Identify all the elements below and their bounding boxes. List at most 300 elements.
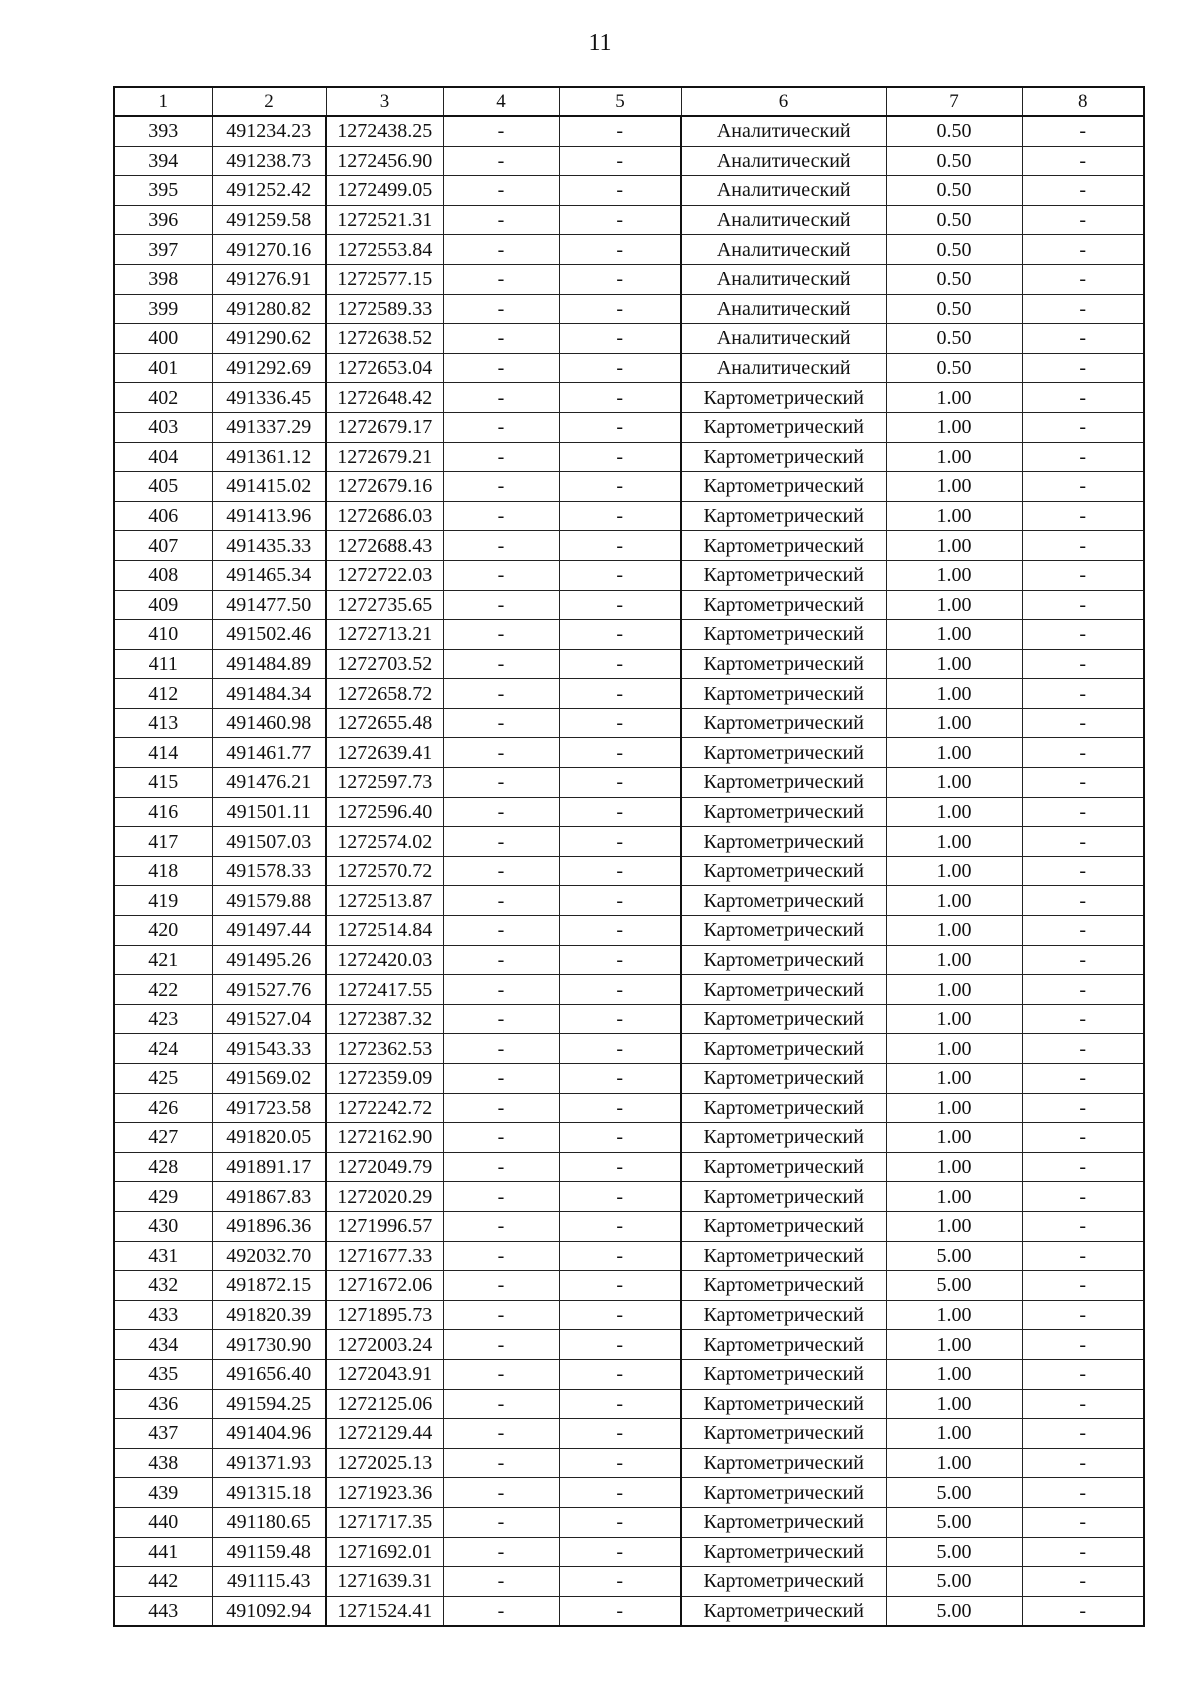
col8-cell: - [1022,1478,1144,1508]
col4-cell: - [443,886,559,916]
y-coordinate-cell: 1271895.73 [326,1300,443,1330]
col5-cell: - [559,1064,681,1094]
accuracy-cell: 1.00 [886,1330,1022,1360]
x-coordinate-cell: 491234.23 [212,116,326,146]
method-cell: Аналитический [681,324,886,354]
col4-cell: - [443,560,559,590]
y-coordinate-cell: 1271717.35 [326,1507,443,1537]
table-row [114,827,1144,857]
x-coordinate-cell: 491280.82 [212,294,326,324]
table-row [114,324,1144,354]
accuracy-cell: 1.00 [886,1389,1022,1419]
col4-cell: - [443,590,559,620]
x-coordinate-cell: 491252.42 [212,176,326,206]
method-cell: Картометрический [681,1537,886,1567]
point-number-cell: 426 [114,1093,212,1123]
method-cell: Картометрический [681,738,886,768]
point-number-cell: 418 [114,856,212,886]
col5-cell: - [559,620,681,650]
method-cell: Картометрический [681,1152,886,1182]
point-number-cell: 428 [114,1152,212,1182]
table-row [114,1478,1144,1508]
col8-cell: - [1022,383,1144,413]
y-coordinate-cell: 1272735.65 [326,590,443,620]
x-coordinate-cell: 491896.36 [212,1211,326,1241]
x-coordinate-cell: 491180.65 [212,1507,326,1537]
table-row [114,856,1144,886]
x-coordinate-cell: 491723.58 [212,1093,326,1123]
method-cell: Картометрический [681,708,886,738]
point-number-cell: 411 [114,649,212,679]
col5-cell: - [559,649,681,679]
method-cell: Картометрический [681,649,886,679]
col5-cell: - [559,412,681,442]
col4-cell: - [443,738,559,768]
y-coordinate-cell: 1272596.40 [326,797,443,827]
point-number-cell: 442 [114,1567,212,1597]
col4-cell: - [443,324,559,354]
col8-cell: - [1022,649,1144,679]
col4-cell: - [443,1123,559,1153]
col8-cell: - [1022,353,1144,383]
accuracy-cell: 5.00 [886,1507,1022,1537]
method-cell: Картометрический [681,827,886,857]
col4-cell: - [443,1507,559,1537]
table-row [114,472,1144,502]
y-coordinate-cell: 1272679.16 [326,472,443,502]
col4-cell: - [443,708,559,738]
method-cell: Картометрический [681,1241,886,1271]
col4-cell: - [443,205,559,235]
col5-cell: - [559,1300,681,1330]
y-coordinate-cell: 1272639.41 [326,738,443,768]
method-cell: Картометрический [681,1567,886,1597]
point-number-cell: 436 [114,1389,212,1419]
x-coordinate-cell: 491315.18 [212,1478,326,1508]
accuracy-cell: 1.00 [886,975,1022,1005]
col8-cell: - [1022,1241,1144,1271]
col8-cell: - [1022,235,1144,265]
col8-cell: - [1022,264,1144,294]
col5-cell: - [559,146,681,176]
x-coordinate-cell: 491872.15 [212,1271,326,1301]
col5-cell: - [559,827,681,857]
accuracy-cell: 1.00 [886,827,1022,857]
y-coordinate-cell: 1272679.17 [326,412,443,442]
x-coordinate-cell: 491594.25 [212,1389,326,1419]
col4-cell: - [443,856,559,886]
y-coordinate-cell: 1272514.84 [326,916,443,946]
col4-cell: - [443,1359,559,1389]
table-row [114,1507,1144,1537]
method-cell: Аналитический [681,176,886,206]
point-number-cell: 394 [114,146,212,176]
col5-cell: - [559,975,681,1005]
method-cell: Картометрический [681,1419,886,1449]
point-number-cell: 409 [114,590,212,620]
method-cell: Картометрический [681,975,886,1005]
col5-cell: - [559,1419,681,1449]
accuracy-cell: 5.00 [886,1567,1022,1597]
col5-cell: - [559,1478,681,1508]
col5-cell: - [559,856,681,886]
table-row [114,1123,1144,1153]
method-cell: Картометрический [681,886,886,916]
point-number-cell: 416 [114,797,212,827]
table-row [114,176,1144,206]
table-row [114,1389,1144,1419]
x-coordinate-cell: 491579.88 [212,886,326,916]
y-coordinate-cell: 1272597.73 [326,768,443,798]
column-header: 3 [326,87,443,116]
point-number-cell: 414 [114,738,212,768]
method-cell: Картометрический [681,768,886,798]
accuracy-cell: 5.00 [886,1596,1022,1626]
col5-cell: - [559,738,681,768]
method-cell: Аналитический [681,353,886,383]
col4-cell: - [443,353,559,383]
col5-cell: - [559,176,681,206]
col5-cell: - [559,886,681,916]
accuracy-cell: 1.00 [886,1123,1022,1153]
table-row [114,294,1144,324]
accuracy-cell: 1.00 [886,412,1022,442]
point-number-cell: 429 [114,1182,212,1212]
accuracy-cell: 1.00 [886,738,1022,768]
col5-cell: - [559,501,681,531]
col4-cell: - [443,264,559,294]
x-coordinate-cell: 491259.58 [212,205,326,235]
method-cell: Картометрический [681,1359,886,1389]
y-coordinate-cell: 1271524.41 [326,1596,443,1626]
point-number-cell: 400 [114,324,212,354]
table-row [114,146,1144,176]
col4-cell: - [443,1596,559,1626]
point-number-cell: 412 [114,679,212,709]
col5-cell: - [559,1596,681,1626]
table-row [114,945,1144,975]
col4-cell: - [443,1389,559,1419]
table-row [114,383,1144,413]
method-cell: Картометрический [681,1478,886,1508]
col4-cell: - [443,412,559,442]
method-cell: Картометрический [681,1448,886,1478]
x-coordinate-cell: 491867.83 [212,1182,326,1212]
accuracy-cell: 1.00 [886,916,1022,946]
x-coordinate-cell: 491276.91 [212,264,326,294]
accuracy-cell: 1.00 [886,856,1022,886]
col8-cell: - [1022,1182,1144,1212]
point-number-cell: 431 [114,1241,212,1271]
col4-cell: - [443,383,559,413]
col8-cell: - [1022,1537,1144,1567]
x-coordinate-cell: 491527.04 [212,1004,326,1034]
col8-cell: - [1022,501,1144,531]
column-header: 8 [1022,87,1144,116]
table-row [114,916,1144,946]
x-coordinate-cell: 491159.48 [212,1537,326,1567]
accuracy-cell: 0.50 [886,116,1022,146]
accuracy-cell: 1.00 [886,472,1022,502]
table-row [114,264,1144,294]
col4-cell: - [443,1448,559,1478]
col4-cell: - [443,294,559,324]
col4-cell: - [443,1152,559,1182]
point-number-cell: 405 [114,472,212,502]
method-cell: Картометрический [681,1093,886,1123]
x-coordinate-cell: 491507.03 [212,827,326,857]
y-coordinate-cell: 1272049.79 [326,1152,443,1182]
x-coordinate-cell: 491461.77 [212,738,326,768]
col4-cell: - [443,472,559,502]
x-coordinate-cell: 491290.62 [212,324,326,354]
col4-cell: - [443,235,559,265]
point-number-cell: 427 [114,1123,212,1153]
table-row [114,116,1144,146]
method-cell: Картометрический [681,1300,886,1330]
method-cell: Картометрический [681,1211,886,1241]
col5-cell: - [559,1152,681,1182]
y-coordinate-cell: 1271672.06 [326,1271,443,1301]
table-row [114,1596,1144,1626]
accuracy-cell: 5.00 [886,1271,1022,1301]
point-number-cell: 397 [114,235,212,265]
accuracy-cell: 1.00 [886,1300,1022,1330]
y-coordinate-cell: 1272648.42 [326,383,443,413]
x-coordinate-cell: 491501.11 [212,797,326,827]
point-number-cell: 438 [114,1448,212,1478]
accuracy-cell: 0.50 [886,324,1022,354]
x-coordinate-cell: 491527.76 [212,975,326,1005]
x-coordinate-cell: 491337.29 [212,412,326,442]
col4-cell: - [443,649,559,679]
y-coordinate-cell: 1272125.06 [326,1389,443,1419]
y-coordinate-cell: 1272025.13 [326,1448,443,1478]
point-number-cell: 423 [114,1004,212,1034]
col8-cell: - [1022,1093,1144,1123]
point-number-cell: 396 [114,205,212,235]
col5-cell: - [559,916,681,946]
col5-cell: - [559,1211,681,1241]
x-coordinate-cell: 491578.33 [212,856,326,886]
table-row [114,1448,1144,1478]
method-cell: Картометрический [681,620,886,650]
column-header: 7 [886,87,1022,116]
x-coordinate-cell: 491092.94 [212,1596,326,1626]
col8-cell: - [1022,1004,1144,1034]
col8-cell: - [1022,1211,1144,1241]
table-row [114,768,1144,798]
accuracy-cell: 1.00 [886,383,1022,413]
method-cell: Картометрический [681,1064,886,1094]
y-coordinate-cell: 1272362.53 [326,1034,443,1064]
col4-cell: - [443,176,559,206]
accuracy-cell: 1.00 [886,1211,1022,1241]
method-cell: Аналитический [681,205,886,235]
col8-cell: - [1022,1330,1144,1360]
col8-cell: - [1022,412,1144,442]
accuracy-cell: 0.50 [886,205,1022,235]
x-coordinate-cell: 491656.40 [212,1359,326,1389]
table-row [114,975,1144,1005]
col8-cell: - [1022,768,1144,798]
point-number-cell: 430 [114,1211,212,1241]
col4-cell: - [443,1241,559,1271]
y-coordinate-cell: 1272589.33 [326,294,443,324]
column-header: 2 [212,87,326,116]
accuracy-cell: 1.00 [886,442,1022,472]
method-cell: Аналитический [681,294,886,324]
table-row [114,1271,1144,1301]
accuracy-cell: 1.00 [886,1182,1022,1212]
table-row [114,1419,1144,1449]
point-number-cell: 424 [114,1034,212,1064]
column-header: 4 [443,87,559,116]
point-number-cell: 408 [114,560,212,590]
col5-cell: - [559,1389,681,1419]
y-coordinate-cell: 1272162.90 [326,1123,443,1153]
col5-cell: - [559,590,681,620]
col8-cell: - [1022,294,1144,324]
table-row [114,620,1144,650]
col5-cell: - [559,324,681,354]
x-coordinate-cell: 491484.89 [212,649,326,679]
col8-cell: - [1022,797,1144,827]
col5-cell: - [559,1330,681,1360]
col5-cell: - [559,1034,681,1064]
point-number-cell: 439 [114,1478,212,1508]
col4-cell: - [443,1567,559,1597]
table-row [114,1359,1144,1389]
point-number-cell: 403 [114,412,212,442]
point-number-cell: 413 [114,708,212,738]
col8-cell: - [1022,1300,1144,1330]
point-number-cell: 406 [114,501,212,531]
col4-cell: - [443,1330,559,1360]
coordinates-table [113,86,1145,1627]
accuracy-cell: 1.00 [886,560,1022,590]
y-coordinate-cell: 1272703.52 [326,649,443,679]
table-row [114,1300,1144,1330]
table-row [114,1330,1144,1360]
y-coordinate-cell: 1272679.21 [326,442,443,472]
col8-cell: - [1022,590,1144,620]
point-number-cell: 422 [114,975,212,1005]
col5-cell: - [559,1271,681,1301]
accuracy-cell: 1.00 [886,590,1022,620]
y-coordinate-cell: 1272020.29 [326,1182,443,1212]
col5-cell: - [559,383,681,413]
method-cell: Аналитический [681,235,886,265]
accuracy-cell: 0.50 [886,294,1022,324]
point-number-cell: 395 [114,176,212,206]
y-coordinate-cell: 1272574.02 [326,827,443,857]
point-number-cell: 440 [114,1507,212,1537]
col8-cell: - [1022,708,1144,738]
col5-cell: - [559,1567,681,1597]
accuracy-cell: 5.00 [886,1478,1022,1508]
col8-cell: - [1022,1271,1144,1301]
col8-cell: - [1022,1596,1144,1626]
y-coordinate-cell: 1271692.01 [326,1537,443,1567]
x-coordinate-cell: 491415.02 [212,472,326,502]
col4-cell: - [443,146,559,176]
x-coordinate-cell: 491371.93 [212,1448,326,1478]
accuracy-cell: 1.00 [886,620,1022,650]
point-number-cell: 425 [114,1064,212,1094]
y-coordinate-cell: 1271923.36 [326,1478,443,1508]
table-body [114,116,1144,1626]
col8-cell: - [1022,472,1144,502]
col8-cell: - [1022,324,1144,354]
col8-cell: - [1022,560,1144,590]
y-coordinate-cell: 1272417.55 [326,975,443,1005]
x-coordinate-cell: 491476.21 [212,768,326,798]
y-coordinate-cell: 1272553.84 [326,235,443,265]
point-number-cell: 420 [114,916,212,946]
point-number-cell: 407 [114,531,212,561]
col5-cell: - [559,472,681,502]
table-row [114,708,1144,738]
x-coordinate-cell: 491270.16 [212,235,326,265]
col8-cell: - [1022,827,1144,857]
col4-cell: - [443,1300,559,1330]
col4-cell: - [443,768,559,798]
table-header-row [114,87,1144,116]
col5-cell: - [559,531,681,561]
table-row [114,1241,1144,1271]
y-coordinate-cell: 1272456.90 [326,146,443,176]
table-row [114,1093,1144,1123]
col5-cell: - [559,560,681,590]
accuracy-cell: 1.00 [886,1064,1022,1094]
column-header: 6 [681,87,886,116]
col4-cell: - [443,1034,559,1064]
col4-cell: - [443,1211,559,1241]
accuracy-cell: 5.00 [886,1537,1022,1567]
accuracy-cell: 0.50 [886,264,1022,294]
y-coordinate-cell: 1272521.31 [326,205,443,235]
col8-cell: - [1022,1064,1144,1094]
point-number-cell: 421 [114,945,212,975]
col5-cell: - [559,708,681,738]
table-row [114,442,1144,472]
col5-cell: - [559,797,681,827]
x-coordinate-cell: 491484.34 [212,679,326,709]
point-number-cell: 434 [114,1330,212,1360]
col8-cell: - [1022,1419,1144,1449]
point-number-cell: 433 [114,1300,212,1330]
col4-cell: - [443,442,559,472]
col8-cell: - [1022,146,1144,176]
page-number: 11 [588,30,612,56]
y-coordinate-cell: 1272653.04 [326,353,443,383]
col5-cell: - [559,1004,681,1034]
table-row [114,738,1144,768]
col5-cell: - [559,768,681,798]
col4-cell: - [443,116,559,146]
method-cell: Картометрический [681,531,886,561]
x-coordinate-cell: 492032.70 [212,1241,326,1271]
point-number-cell: 404 [114,442,212,472]
col8-cell: - [1022,1359,1144,1389]
accuracy-cell: 5.00 [886,1241,1022,1271]
col4-cell: - [443,1271,559,1301]
y-coordinate-cell: 1272655.48 [326,708,443,738]
method-cell: Аналитический [681,264,886,294]
point-number-cell: 398 [114,264,212,294]
col5-cell: - [559,1241,681,1271]
